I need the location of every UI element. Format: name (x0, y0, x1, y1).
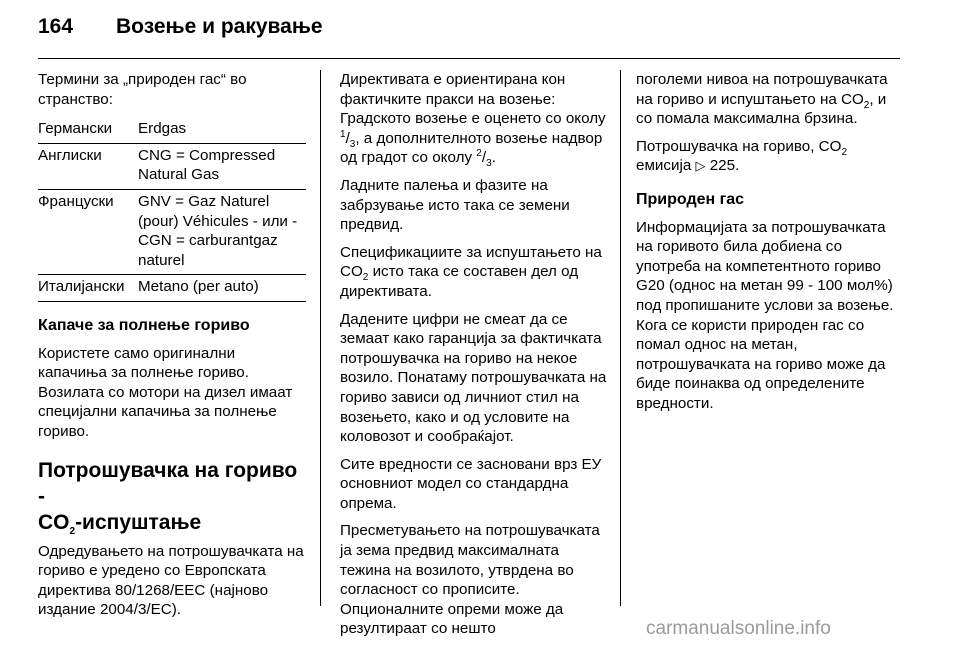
term-value-line: CGN = carburantgaz naturel (138, 232, 278, 269)
header-rule (38, 58, 900, 59)
term-language: Француски (38, 189, 138, 274)
section-heading-natural-gas: Природен гас (636, 190, 745, 208)
text-run: . (491, 149, 496, 167)
subscript: 3 (349, 138, 356, 150)
term-value: Metano (per auto) (138, 275, 306, 302)
fuel-consumption-text: Одредувањето на потрошувачката на гориво е уредено со Европската директива 80/1268/EEC (најново издание 2004/3/EC). (38, 542, 304, 619)
co2-spec-paragraph (340, 243, 608, 302)
text-run: Директивата е ориентирана кон фактичките пракси на возење: Градското возење е оценето со околу (340, 71, 606, 128)
term-value (138, 189, 306, 274)
section-heading-fuel-consumption (38, 458, 306, 536)
page-reference-link[interactable]: 225. (709, 157, 740, 175)
text-run: Спецификациите за испуштањето на CO (340, 243, 602, 281)
heading-part: -испуштање (75, 510, 202, 534)
table-row (38, 143, 306, 189)
term-value: CNG = Compressed Natural Gas (138, 143, 306, 189)
heading-part: Потрошувачка на гориво - (38, 458, 298, 508)
term-value: Erdgas (138, 117, 306, 143)
subscript: 2 (863, 99, 870, 111)
text-run: емисија (636, 157, 696, 175)
text-run: поголеми нивоа на потрошувачката на гориво и испуштањето на CO (636, 71, 888, 108)
term-language: Германски (38, 117, 138, 143)
subscript: 2 (841, 146, 847, 158)
text-run: , а дополнителното возење надвор од градот со околу (340, 129, 603, 167)
gas-terms-table (38, 117, 306, 302)
text-run: , и со помала максимална брзина. (636, 90, 887, 128)
heading-subscript: 2 (69, 525, 76, 537)
text-run: исто така се составен дел од директивата. (340, 263, 579, 300)
subscript: 3 (486, 158, 492, 170)
directive-paragraph: Директивата е ориентирана кон фактичките пракси на возење: Градското возење е оценето со околу $^1/_3$, а дополнителното возење надвор од градот со околу $^2/_3$. (340, 71, 606, 170)
column-divider-2 (620, 70, 621, 606)
fuel-caps-text: Користете само оригинални капачиња за полнење гориво. Возилата со мотори на дизел имаат специјални капачиња за полнење гориво. (38, 344, 293, 440)
superscript: 2 (476, 148, 482, 160)
table-row (38, 117, 306, 143)
higher-levels-paragraph (636, 70, 904, 129)
eu-model-paragraph: Сите вредности се засновани врз ЕУ основниот модел со стандардна опрема. (340, 455, 602, 512)
term-language: Англиски (38, 143, 138, 189)
column-1 (38, 70, 306, 628)
cold-start-paragraph: Ладните палења и фазите на забрзување исто така се земени предвид. (340, 176, 570, 234)
column-2 (340, 70, 608, 647)
table-row (38, 189, 306, 274)
column-divider-1 (320, 70, 321, 606)
arrow-right-triangle-icon: ▷ (695, 158, 706, 174)
term-language: Италијански (38, 275, 138, 302)
subscript: 2 (362, 272, 369, 284)
emission-reference-paragraph (636, 137, 904, 176)
section-heading-fuel-caps: Капаче за полнење гориво (38, 316, 250, 334)
column-3 (636, 70, 904, 422)
watermark: carmanualsonline.info (646, 618, 831, 639)
page-number: 164 (38, 15, 74, 38)
text-run: Потрошувачка на гориво, CO (636, 137, 842, 155)
heading-part: CO (38, 510, 70, 534)
page-title: Возење и ракување (116, 15, 323, 38)
table-row (38, 275, 306, 302)
guarantee-paragraph: Дадените цифри не смеат да се земаат како гаранција за фактичката потрошувачка на гориво на некое возило. Понатаму потрошувачката на гориво зависи од личниот стил на возењето, како и од условите на коловозот и сообраќајот. (340, 310, 607, 446)
calculation-paragraph: Пресметувањето на потрошувачката ја зема предвид максималната тежина на возилото, утврдена во согласност со прописите. Опционалните опреми може да резултираат со нешто (340, 522, 600, 638)
term-value-line: GNV = Gaz Naturel (pour) Véhicules - или - (138, 192, 298, 230)
terms-intro: Термини за „природен гас“ во странство: (38, 71, 247, 108)
natural-gas-text: Информацијата за потрошувачката на горивото била добиена со употреба на компетентното гориво G20 (однос на метан 99 - 100 мол%) под пропишаните услови за возење. Кога се користи природен гас со помал однос на метан, потрошувачката на гориво може да биде поинаква од определените вредности. (636, 218, 894, 412)
superscript: 1 (340, 128, 346, 140)
